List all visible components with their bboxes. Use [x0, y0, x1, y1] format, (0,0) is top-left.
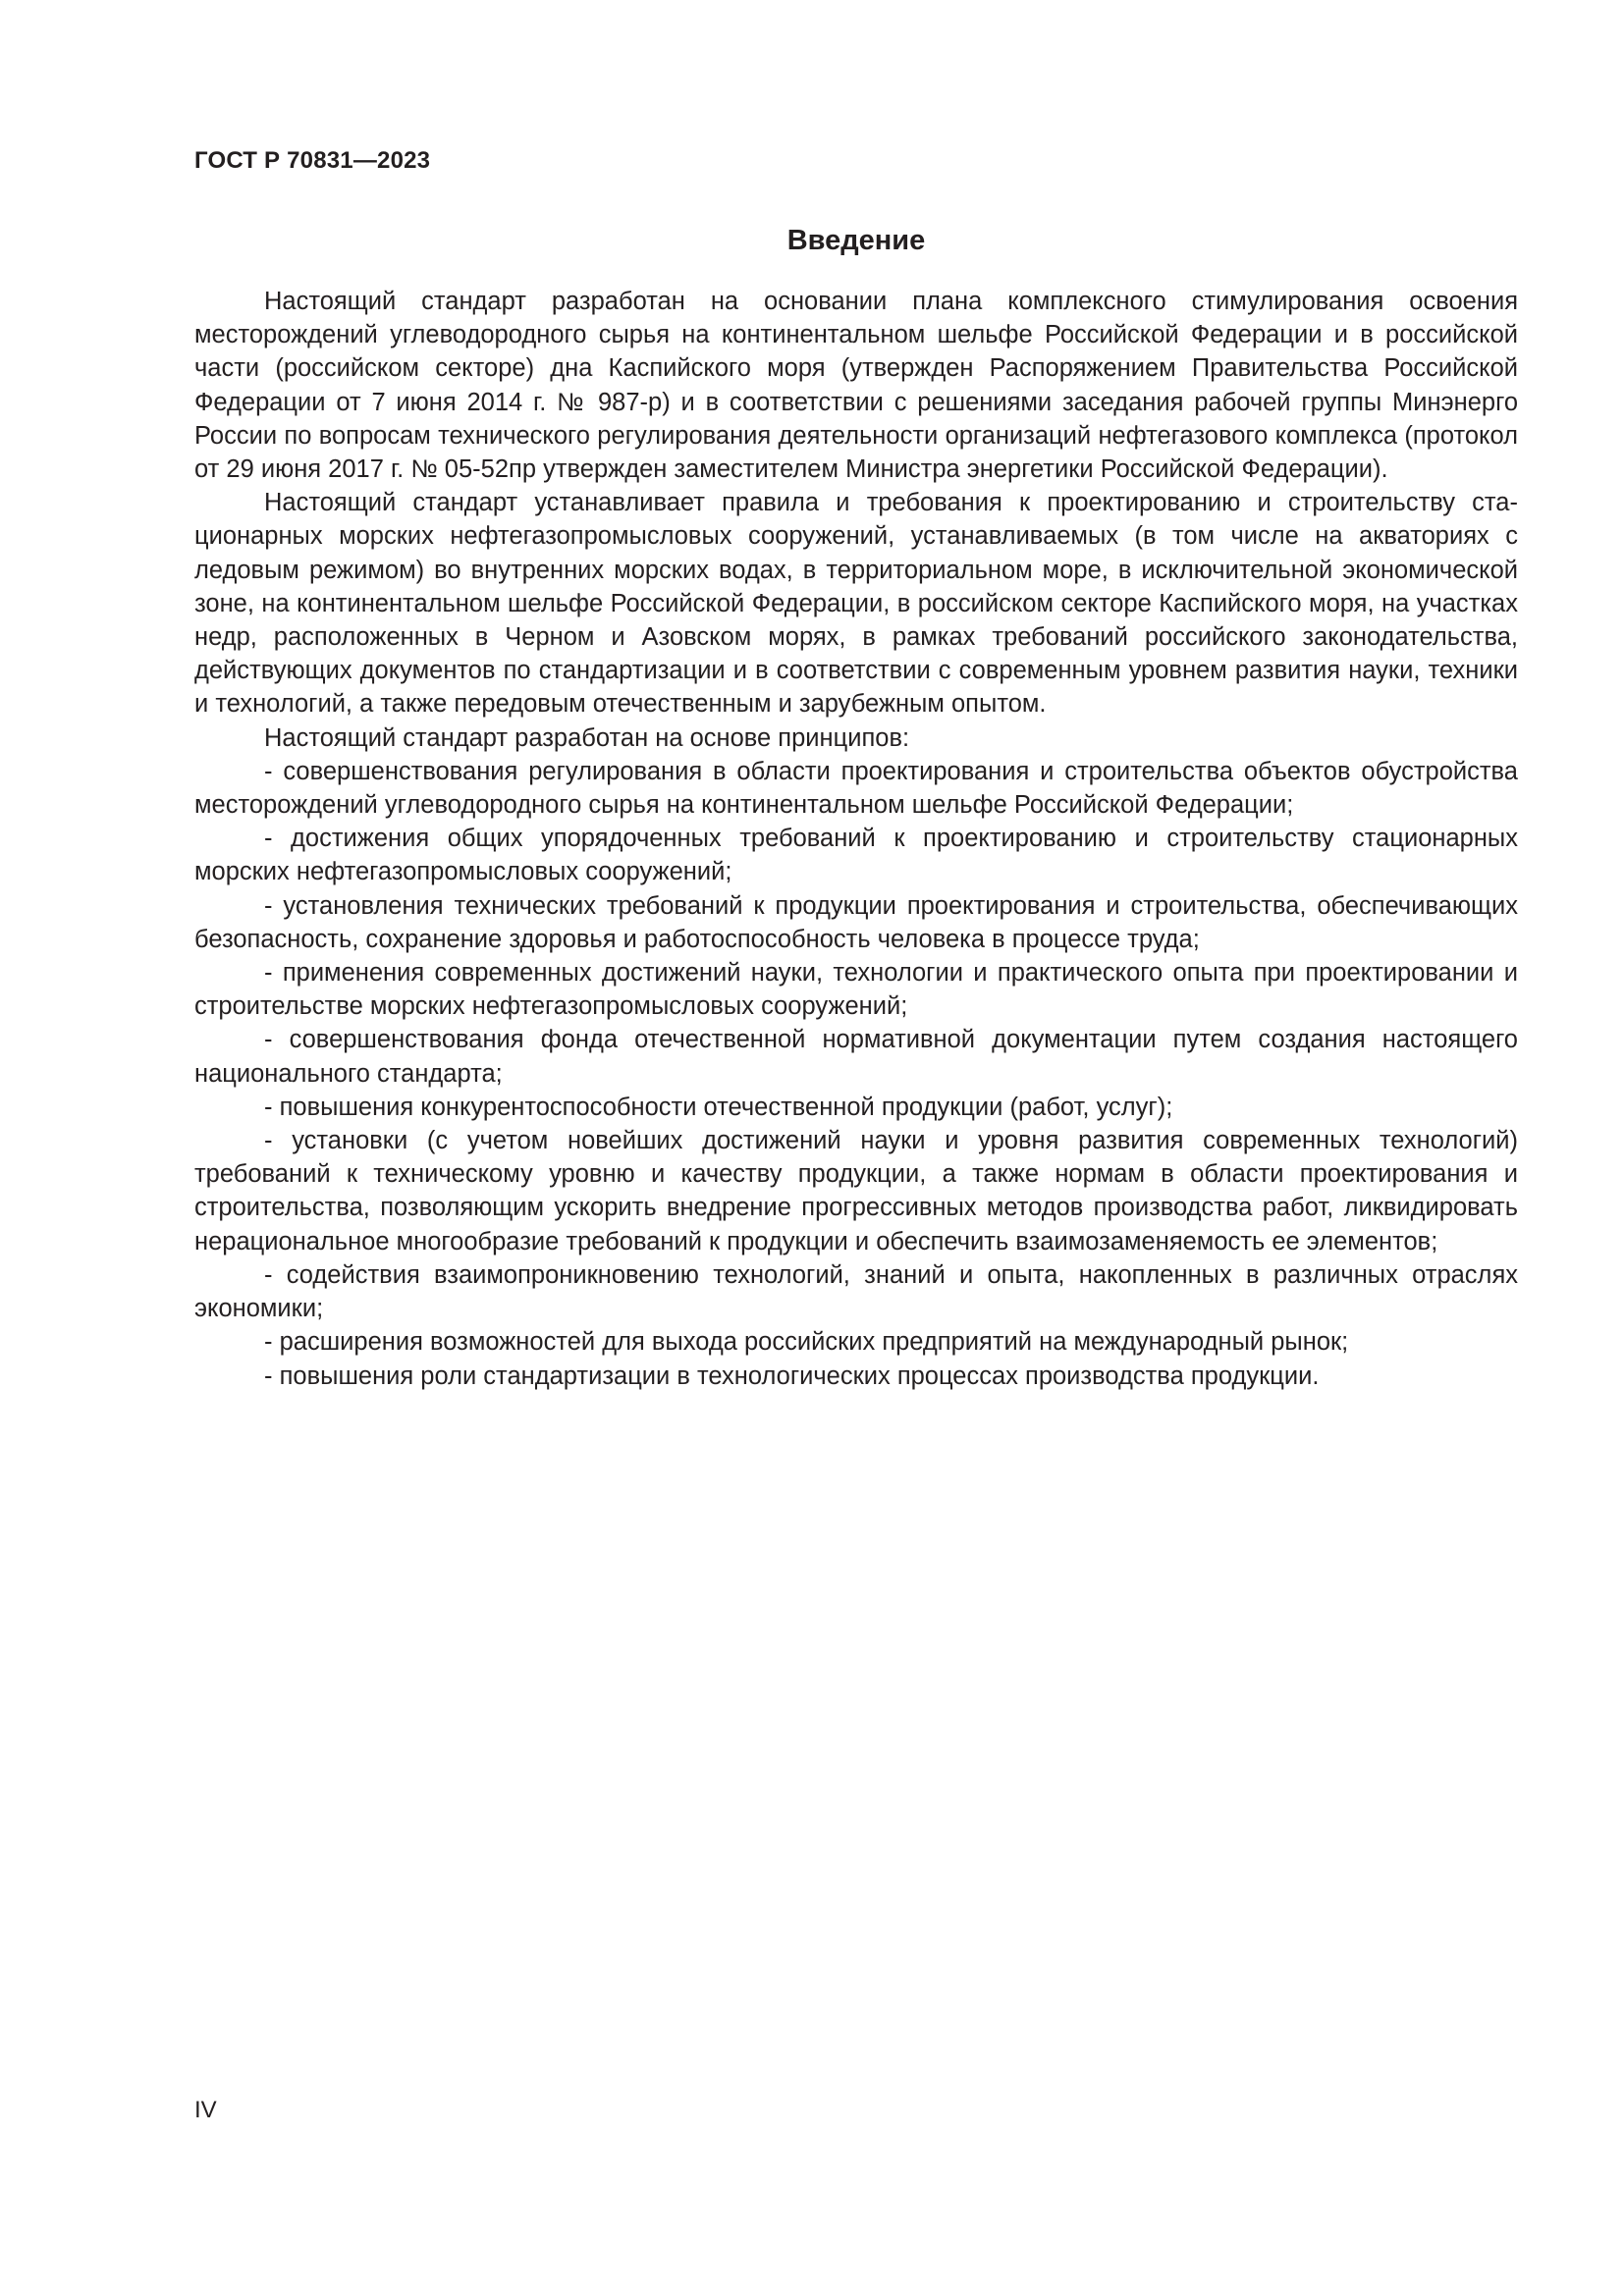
- page-number: IV: [194, 2097, 217, 2123]
- list-item-principle: - содействия взаимопроникновению технологий, знаний и опыта, накопленных в различных отраслях экономики;: [194, 1260, 1518, 1323]
- body-text: [194, 285, 1518, 1393]
- paragraph-scope: Настоящий стандарт устанавливает правила и требования к проектированию и строительству стационарных морских нефтегазопромысловых сооружений, устанавливаемых (в том числе на акваториях с ледовым режимом) во внутренних морских водах, в территориальном море, в исключительной экономической зоне, на континентальном шельфе Российской Федерации, в российском секторе Каспийского моря, на участках недр, расположенных в Черном и Азовском морях, в рамках требований российского законодательства, действующих документов по стандартизации и в соответствии с современным уровнем развития науки, техники и технологий, а также передовым отечественным и зарубежным опытом.: [194, 489, 1518, 719]
- list-item-principle: - расширения возможностей для выхода российских предприятий на международный рынок;: [264, 1328, 1349, 1357]
- list-item-principle: - совершенствования регулирования в области проектирования и строительства объектов обустройства месторождений углеводородного сырья на континентальном шельфе Российской Федерации;: [194, 757, 1518, 820]
- paragraph-basis: Настоящий стандарт разработан на основании плана комплексного стимулирования освоения месторождений углеводородного сырья на континентальном шельфе Российской Федерации и в российской части (российском секторе) дна Каспийского моря (утвержден Распоряжением Правительства Российской Федерации от 7 июня 2014 г. № 987-р) и в соответствии с решениями заседания рабочей группы Минэнерго России по вопросам технического регулирования деятельности организаций нефтегазового комплекса (протокол от 29 июня 2017 г. № 05-52пр утвержден заместителем Министра энергетики Российской Федерации).: [194, 288, 1518, 484]
- list-item-principle: - применения современных достижений науки, технологии и практического опыта при проектировании и строительстве морских нефтегазопромысловых сооружений;: [194, 959, 1518, 1021]
- section-title: Введение: [786, 225, 926, 256]
- list-item-principle: - установления технических требований к продукции проектирования и строительства, обеспечивающих безопасность, сохранение здоровья и работоспособность человека в процессе труда;: [194, 891, 1518, 953]
- paragraph-principles-intro: Настоящий стандарт разработан на основе принципов:: [264, 723, 910, 752]
- list-item-principle: - достижения общих упорядоченных требований к проектированию и строительству стационарных морских нефтегазопромысловых сооружений;: [194, 825, 1518, 886]
- list-item-principle: - установки (с учетом новейших достижений науки и уровня развития современных технологий) требований к техническому уровню и качеству продукции, а также нормам в области проектирования и строительства, позволяющим ускорить внедрение прогрессивных методов производства работ, ликвидировать нерациональное многообразие требований к продукции и обеспечить взаимозаменяемость ее элементов;: [194, 1127, 1518, 1255]
- list-item-principle: - повышения конкурентоспособности отечественной продукции (работ, услуг);: [264, 1093, 1173, 1121]
- list-item-principle: - повышения роли стандартизации в технологических процессах производства продукции.: [264, 1362, 1320, 1390]
- document-header-id: ГОСТ Р 70831—2023: [194, 147, 431, 174]
- list-item-principle: - совершенствования фонда отечественной нормативной документации путем создания настоящего национального стандарта;: [194, 1026, 1518, 1088]
